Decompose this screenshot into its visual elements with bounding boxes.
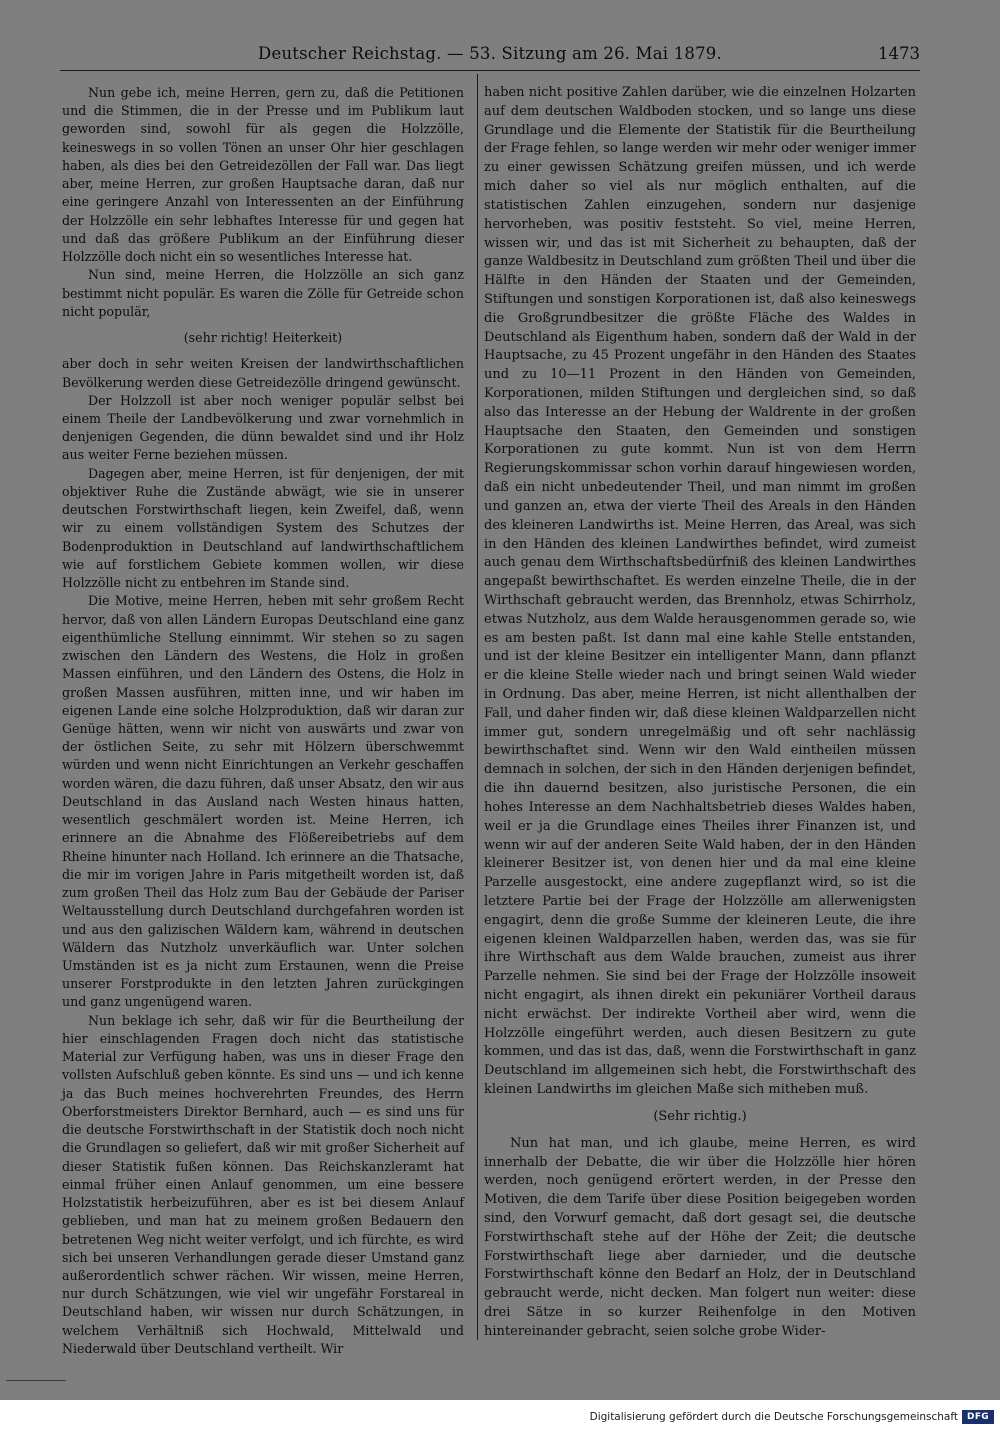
paragraph: Nun beklage ich sehr, daß wir für die Beurtheilung der hier einschlagenden Fragen doch nicht das statistische Material zur Verfügung haben, was uns in dieser Frage den vollsten Aufschluß geben könnte. Es sind uns — und ich kenne ja das Buch meines hochverehrten Freundes, des Herrn Oberforstmeisters Direktor Bernhard, auch — es sind uns für die deutsche Forstwirthschaft in der Statistik doch noch nicht die Grundlagen so geliefert, daß wir mit großer Sicherheit auf dieser Statistik fußen können. Das Reichskanzleramt hat einmal früher einen Anlauf genommen, um eine bessere Holzstatistik herbeizuführen, aber es ist bei diesem Anlauf geblieben, und man hat zu meinem großen Bedauern den betretenen Weg nicht weiter verfolgt, und ich fürchte, es wird sich bei unseren Verhandlungen gerade dieser Umstand ganz außerordentlich schwer rächen. Wir wissen, meine Herren, nur durch Schätzungen, wie viel wir ungefähr Forstareal in Deutschland haben, wir wissen nur durch Schätzungen, in welchem Verhältniß sich Hochwald, Mittelwald und Niederwald über Deutschland vertheilt. Wir (62, 1012, 464, 1356)
footer (0, 1400, 1000, 1432)
paragraph: Nun sind, meine Herren, die Holzzölle an sich ganz bestimmt nicht populär. Es waren die Zölle für Getreide schon nicht populär, (62, 267, 464, 319)
bottom-rule (6, 1380, 66, 1381)
header-rule (60, 70, 920, 71)
interjection: (sehr richtig! Heiterkeit) (183, 330, 343, 346)
paragraph: haben nicht positive Zahlen darüber, wie die einzelnen Holzarten auf dem deutschen Waldboden stocken, und so lange uns diese Grundlage und die Elemente der Statistik für die Beurtheilung der Frage fehlen, so lange werden wir mehr oder weniger immer zu einer gewissen Schätzung greifen müssen, und ich werde mich daher so viel als nur möglich enthalten, auf die statistischen Zahlen einzugehen, sondern nur dasjenige hervorheben, was positiv feststeht. So viel, meine Herren, wissen wir, und das ist mit Sicherheit zu behaupten, daß der ganze Waldbesitz in Deutschland zum größten Theil und über die Hälfte in den Händen der Staaten und der Gemeinden, Stiftungen und sonstigen Korporationen ist, daß also keineswegs die Großgrundbesitzer die größte Fläche des Waldes in Deutschland als Eigenthum haben, sondern daß der Wald in der Hauptsache, zu 45 Prozent ungefähr in den Händen des Staates und zu 10—11 Prozent in den Händen von Gemeinden, Korporationen, milden Stiftungen und dergleichen sind, so daß also das Interesse an der Hebung der Waldrente in der großen Hauptsache den Staaten, den Gemeinden und sonstigen Korporationen zu gute kommt. Nun ist von dem Herrn Regierungskommissar schon vorhin darauf hingewiesen worden, daß ein nicht unbedeutender Theil, und man nimmt im großen und ganzen an, etwa der vierte Theil des Areals in den Händen des kleineren Landwirths ist. Meine Herren, das Areal, was sich in den Händen des kleinen Landwirthes befindet, wird zumeist auch genau dem Wirthschaftsbedürfniß des kleinen Landwirthes angepaßt bewirthschaftet. Es werden einzelne Theile, die in der Wirthschaft gebraucht werden, das Brennholz, etwas Schirrholz, etwas Nutzholz, aus dem Walde herausgenommen gerade so, wie es am besten paßt. Ist dann mal eine kahle Stelle entstanden, und ist der kleine Besitzer ein intelligenter Mann, dann pflanzt er die kleine Stelle wieder nach und bringt seinen Wald wieder in Ordnung. Das aber, meine Herren, ist nicht allenthalben der Fall, und daher finden wir, daß diese kleinen Waldparzellen nicht immer gut, sondern unregelmäßig und oft sehr nachlässig bewirthschaftet sind. Wenn wir den Wald eintheilen müssen demnach in solchen, der sich in den Händen derjenigen befindet, die ihn dauernd besitzen, also juristische Personen, die ein hohes Interesse an dem Nachhaltsbetrieb dieses Waldes haben, weil er ja die Grundlage eines Theiles ihrer Finanzen ist, und wenn wir auf der anderen Seite Wald haben, der in den Händen kleinerer Besitzer ist, von denen hier und da mal eine kleine Parzelle ausgestockt, eine andere zugepflanzt wird, so ist die letztere Partie bei der Frage der Holzzölle am allerwenigsten engagirt, denn die große Summe der kleineren Leute, die ihre eigenen kleinen Waldparzellen haben, werden das, was sie für ihre Wirthschaft aus dem Walde brauchen, zumeist aus ihrer Parzelle nehmen. Sie sind bei der Frage der Holzzölle insoweit nicht engagirt, als ihnen direkt ein pekuniärer Vortheil daraus nicht erwächst. Der indirekte Vortheil aber wird, wenn die Holzzölle eingeführt werden, auch diesen Besitzern zu gute kommen, und das ist das, daß, wenn die Forstwirthschaft in ganz Deutschland im allgemeinen sich hebt, die Forstwirthschaft des kleinen Landwirths im gleichen Maße sich mitheben muß. (484, 85, 916, 1098)
running-title: Deutscher Reichstag. — 53. Sitzung am 26. Mai 1879. (258, 44, 722, 63)
paragraph: Dagegen aber, meine Herren, ist für denjenigen, der mit objektiver Ruhe die Zustände abwägt, wie sie in unserer deutschen Forstwirthschaft liegen, kein Zweifel, daß, wenn wir zu einem vollständigen System des Schutzes der Bodenproduktion in Deutschland auf landwirthschaftlichem wie auf forstlichem Gebiete kommen wollen, wir diese Holzzölle nicht zu entbehren im Stande sind. (62, 465, 464, 591)
right-column (484, 84, 916, 1342)
paragraph: Nun hat man, und ich glaube, meine Herren, es wird innerhalb der Debatte, die wir über die Holzzölle hier hören werden, noch genügend erörtert werden, in der Presse den Motiven, die dem Tarife über diese Position beigegeben worden sind, den Vorwurf gemacht, daß dort gesagt sei, die deutsche Forstwirthschaft stehe auf der Höhe der Zeit; die deutsche Forstwirthschaft liege aber darnieder, und die deutsche Forstwirthschaft könne den Bedarf an Holz, der in Deutschland gebraucht werde, nicht decken. Man folgert nun weiter: diese drei Sätze in so kurzer Reihenfolge in den Motiven hintereinander gebracht, seien solche grobe Wider- (484, 1135, 916, 1339)
paragraph: Nun gebe ich, meine Herren, gern zu, daß die Petitionen und die Stimmen, die in der Presse und im Publikum laut geworden sind, sowohl für als gegen die Holzzölle, keineswegs in so vollen Tönen an unser Ohr hier geschlagen haben, als dies bei den Getreidezöllen der Fall war. Das liegt aber, meine Herren, zur großen Hauptsache daran, daß nur eine geringere Anzahl von Interessenten an der Einführung der Holzzölle ein sehr lebhaftes Interesse für und gegen hat und daß das größere Publikum an der Einführung dieser Holzzölle doch nicht ein so wesentliches Interesse hat. (62, 85, 464, 265)
digitization-credit: Digitalisierung gefördert durch die Deutsche Forschungsgemeinschaft (589, 1411, 958, 1423)
page-number: 1473 (878, 44, 920, 63)
paragraph: Die Motive, meine Herren, heben mit sehr großem Recht hervor, daß von allen Ländern Europas Deutschland eine ganz eigenthümliche Stellung einnimmt. Wir stehen so zu sagen zwischen den Ländern des Westens, die Holz in großen Massen einführen, und den Ländern des Ostens, die Holz in großen Massen ausführen, mitten inne, und wir haben im eigenen Lande eine solche Holzproduktion, daß wir daran zur Genüge hätten, wenn wir nicht von auswärts und zwar von der östlichen Seite, zu sehr mit Hölzern überschwemmt würden und wenn nicht Einrichtungen an Verkehr geschaffen worden wären, die dazu führen, daß unser Absatz, den wir aus Deutschland in das Ausland nach Westen hinaus hatten, wesentlich geschmälert worden ist. Meine Herren, ich erinnere an die Abnahme des Flößereibetriebs auf dem Rheine hinunter nach Holland. Ich erinnere an die Thatsache, die mir im vorigen Jahre in Paris mitgetheilt worden ist, daß zum großen Theil das Holz zum Bau der Gebäude der Pariser Weltausstellung durch Deutschland durchgefahren worden ist und aus den galizischen Wäldern kam, während in deutschen Wäldern das Nutzholz unverkäuflich war. Unter solchen Umständen ist es ja nicht zum Erstaunen, wenn die Preise unserer Forstprodukte in den letzten Jahren zurückgingen und ganz ungenügend waren. (62, 593, 464, 1010)
interjection: (Sehr richtig.) (653, 1108, 747, 1124)
dfg-logo-icon: DFG (962, 1410, 994, 1424)
column-divider (477, 74, 478, 1340)
paragraph: aber doch in sehr weiten Kreisen der landwirthschaftlichen Bevölkerung werden diese Getreidezölle dringend gewünscht. (62, 356, 464, 390)
running-head (60, 44, 920, 68)
paragraph: Der Holzzoll ist aber noch weniger populär selbst bei einem Theile der Landbevölkerung und zwar vornehmlich in denjenigen Gegenden, die dünn bewaldet sind und ihr Holz aus weiter Ferne beziehen müssen. (62, 392, 464, 463)
left-column (62, 84, 464, 1358)
